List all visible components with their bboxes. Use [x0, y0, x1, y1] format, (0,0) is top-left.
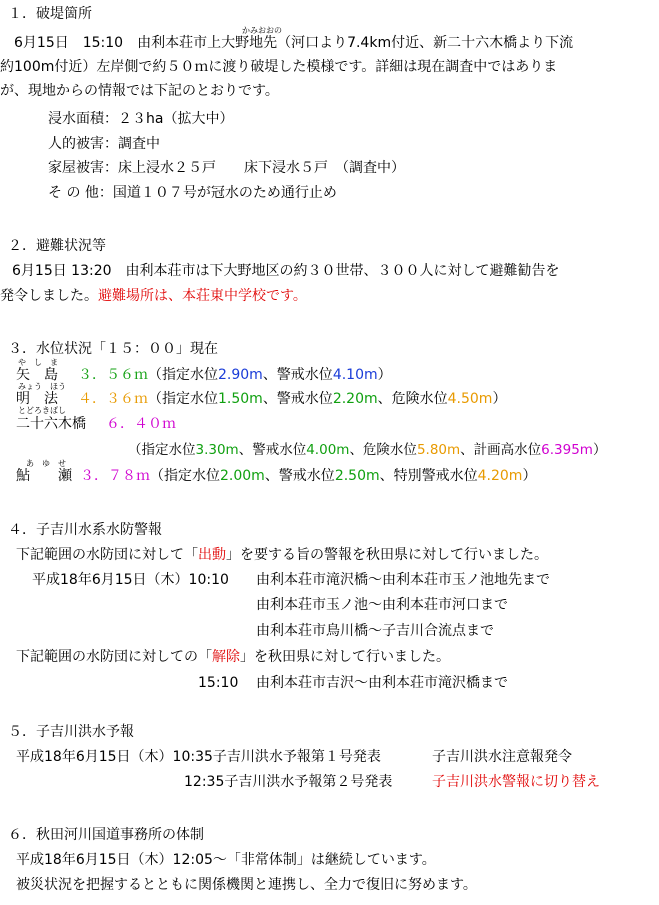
level-label: ）: [492, 391, 507, 407]
water-level: ４．３６ｍ: [78, 391, 148, 407]
warning-level: 2.20m: [332, 391, 378, 407]
level-label: 、警戒水位: [262, 391, 333, 407]
level-label: 、計画高水位: [460, 442, 542, 458]
warning-range: 由利本荘市鳥川橋～子吉川合流点まで: [256, 623, 494, 639]
section-3-heading: ３．水位状況「１５：００」現在: [8, 341, 218, 357]
s4-text: 」を秋田県に対して行いました。: [240, 649, 450, 665]
flood-forecast-1: 平成18年6月15日（木）10:35子吉川洪水予報第１号発表: [16, 749, 381, 765]
water-level: ３．５６ｍ: [78, 367, 148, 383]
s2-text: 発令しました。: [0, 288, 98, 304]
station-ruby: みょう ほう: [18, 382, 66, 391]
station-row-todorokibashi: [16, 414, 176, 434]
warning-level: 4.00m: [306, 442, 350, 458]
evacuation-site: 避難場所は、本荘東中学校です。: [98, 288, 307, 304]
damage-item-area: [48, 109, 233, 129]
danger-level: 4.50m: [447, 391, 493, 407]
section-4-line-2: [16, 647, 450, 667]
section-2-line-2: [0, 286, 307, 306]
special-warning-level: 4.20m: [477, 468, 523, 484]
section-1-line-2: 約100m付近）左岸側で約５０ｍに渡り破堤した模様です。詳細は現在調査中ではありま: [0, 59, 558, 75]
plan-high-level: 6.395m: [541, 442, 593, 458]
designated-level: 1.50m: [218, 391, 263, 407]
level-label: （指定水位: [148, 391, 218, 407]
section-6-line-2: 被災状況を把握するとともに関係機関と連携し、全力で復旧に努めます。: [16, 877, 477, 893]
warning-level: 2.50m: [334, 468, 380, 484]
station-row-todorokibashi-detail: [128, 440, 606, 460]
damage-label: 家屋被害：: [48, 160, 118, 176]
section-1-heading: １．破堤箇所: [8, 6, 92, 22]
section-1-line-1: [14, 33, 573, 53]
damage-value: 床上浸水２５戸 床下浸水５戸 （調査中）: [118, 160, 405, 176]
level-label: ）: [592, 442, 607, 458]
station-ruby: あ ゆ せ: [26, 459, 66, 468]
release-keyword: 解除: [212, 649, 240, 665]
designated-level: 2.00m: [220, 468, 265, 484]
dispatch-keyword: 出動: [198, 547, 226, 563]
release-range: 由利本荘市吉沢～由利本荘市滝沢橋まで: [256, 675, 508, 691]
station-ruby: や し ま: [18, 358, 58, 367]
danger-level: 5.80m: [416, 442, 461, 458]
s4-text: 下記範囲の水防団に対しての「: [16, 649, 212, 665]
level-label: ）: [377, 367, 392, 383]
damage-label: 浸水面積：: [48, 111, 118, 127]
station-ruby: とどろきばし: [18, 406, 66, 415]
station-name: 二十六木橋: [16, 416, 86, 432]
section-1-line-3: が、現地からの情報では下記のとおりです。: [0, 83, 279, 99]
damage-label: そ の 他：: [48, 185, 113, 201]
station-row-yashima: [16, 365, 392, 385]
damage-value: 国道１０７号が冠水のため通行止め: [112, 185, 337, 201]
level-label: 、警戒水位: [264, 468, 335, 484]
flood-forecast-2: 12:35子吉川洪水予報第２号発表: [184, 774, 393, 790]
level-label: 、警戒水位: [238, 442, 307, 458]
level-label: （指定水位: [148, 367, 218, 383]
damage-value: ２３ha（拡大中）: [118, 111, 234, 127]
warning-level: 4.10m: [332, 367, 378, 383]
place-ruby: かみおおの: [242, 26, 282, 35]
station-row-ayuse: [16, 466, 536, 486]
level-label: 、危険水位: [349, 442, 417, 458]
s4-text: 」を要する旨の警報を秋田県に対して行いました。: [226, 547, 548, 563]
section-5-heading: ５．子吉川洪水予報: [8, 724, 134, 740]
place-name: 上大野: [207, 35, 250, 51]
level-label: 、危険水位: [377, 391, 448, 407]
warning-range: 由利本荘市滝沢橋～由利本荘市玉ノ池地先まで: [256, 572, 550, 588]
section-6-line-1: 平成18年6月15日（木）12:05～「非常体制」は継続しています。: [16, 852, 436, 868]
damage-item-human: [48, 134, 160, 154]
designated-level: 2.90m: [218, 367, 263, 383]
flood-advisory: 子吉川洪水注意報発令: [432, 749, 572, 765]
station-name: 矢 島: [16, 367, 58, 383]
section-4-heading: ４．子吉川水系水防警報: [8, 522, 162, 538]
level-label: 、特別警戒水位: [379, 468, 478, 484]
flood-warning: 子吉川洪水警報に切り替え: [432, 774, 600, 790]
damage-item-house: [48, 158, 405, 178]
s1-text-b: 地先（河口より7.4km付近、新二十六木橋より下流: [249, 35, 574, 51]
damage-item-other: [48, 183, 337, 203]
damage-label: 人的被害：: [48, 136, 118, 152]
s4-text: 下記範囲の水防団に対して「: [16, 547, 198, 563]
damage-value: 調査中: [118, 136, 160, 152]
station-name: 明 法: [16, 391, 58, 407]
section-4-date: 平成18年6月15日（木）10:10: [32, 572, 229, 588]
section-2-line-1: 6月15日 13:20 由利本荘市は下大野地区の約３０世帯、３００人に対して避難勧告を: [12, 263, 560, 279]
level-label: ）: [522, 468, 537, 484]
release-time: 15:10: [198, 675, 239, 691]
section-4-line-1: [16, 545, 548, 565]
warning-range: 由利本荘市玉ノ池～由利本荘市河口まで: [256, 597, 508, 613]
level-label: （指定水位: [128, 442, 196, 458]
water-level: ３．７８ｍ: [80, 468, 150, 484]
level-label: （指定水位: [150, 468, 220, 484]
station-name: 鮎 瀬: [16, 468, 72, 484]
s1-text-a: 6月15日 15:10 由利本荘市: [14, 35, 208, 51]
station-row-myoho: [16, 389, 506, 409]
level-label: 、警戒水位: [262, 367, 333, 383]
water-level: ６．４０ｍ: [106, 416, 176, 432]
section-2-heading: ２．避難状況等: [8, 238, 106, 254]
section-6-heading: ６．秋田河川国道事務所の体制: [8, 827, 204, 843]
designated-level: 3.30m: [195, 442, 239, 458]
